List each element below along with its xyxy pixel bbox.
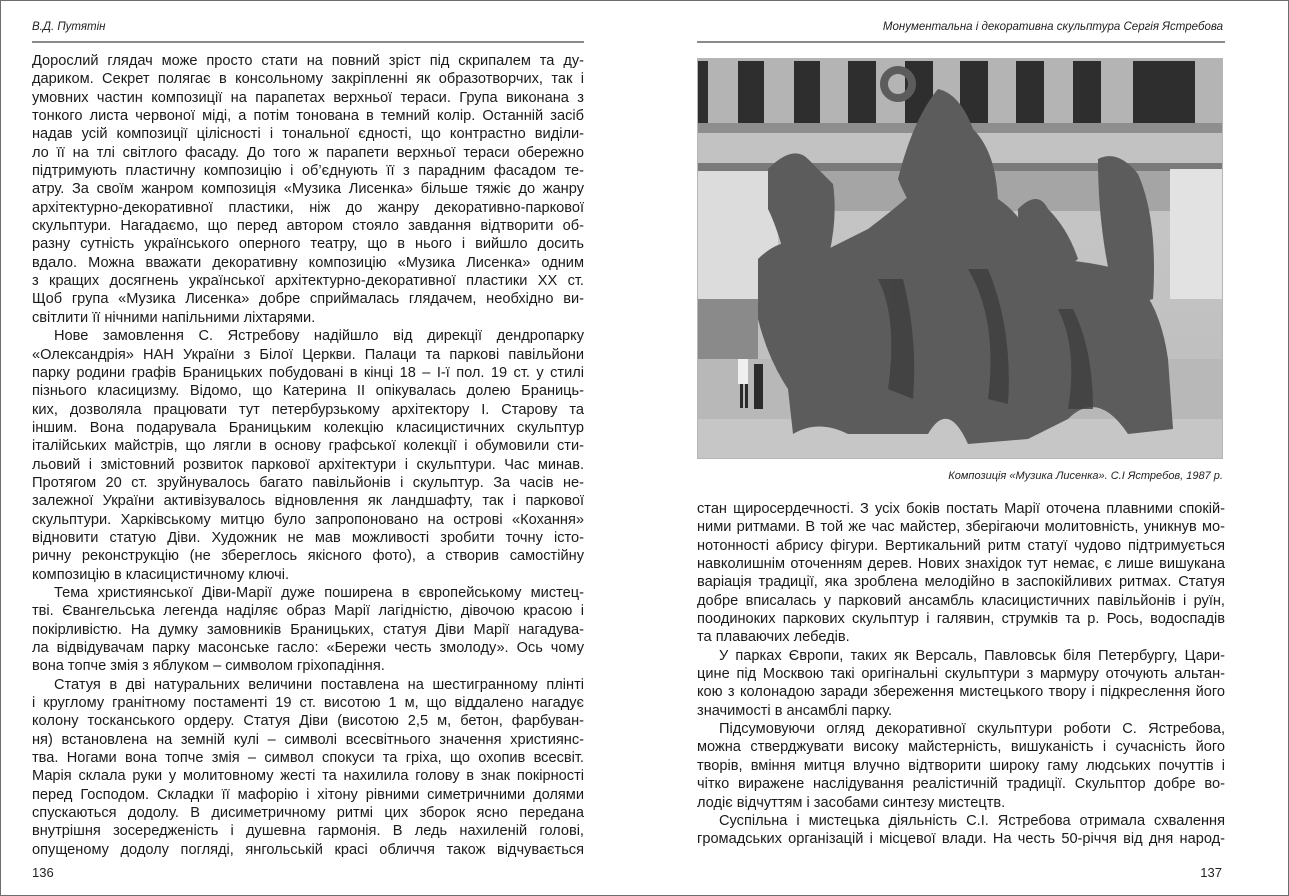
paragraph	[697, 500, 1225, 647]
sculpture-photo	[697, 58, 1223, 459]
paragraph	[32, 52, 584, 327]
text-line: вдало. Можна вважати декоративну композицію «Музика Лисенка» одним	[32, 254, 584, 271]
text-line: Протягом 20 ст. зруйнувалось багато павільйонів і скульптур. За часів не-	[32, 474, 584, 491]
text-line: лодіє відчуттям і засобами синтезу мистецтв.	[697, 794, 1006, 811]
text-line: італійських майстрів, що лягли в основу графської колекції і обумовили сти-	[32, 438, 584, 455]
running-head-title: Монументальна і декоративна скульптура Сергія Ястребова	[882, 21, 1223, 33]
text-line: тва. Ногами вона топче змія – символ спокуси та гріха, що охопив всесвіт.	[32, 750, 584, 767]
text-line: ричну реконструкцію (не збереглось якісного фото), а створив самостійну	[32, 548, 584, 565]
text-line: ня) встановлена на земній кулі – символі всесвітнього значення християнс-	[32, 731, 584, 748]
paragraph	[697, 812, 1225, 849]
text-line: стан щиросердечності. З усіх боків постать Марії оточена плавними спокій-	[697, 501, 1225, 517]
text-line: з кращих досягнень української архітектурно-декоративної пластики XX ст.	[32, 273, 584, 290]
text-line: ла відвідувачам парку масонське гасло: «Бережи честь змолоду». Ось чому	[32, 640, 584, 656]
text-line: значимості в ансамблі парку.	[697, 702, 893, 719]
text-line: вона топче змія з яблуком – символом гріхопадіння.	[32, 658, 385, 675]
text-line: нотонності абрису фігури. Вертикальний ритм статуї чудово підтримується	[697, 537, 1225, 554]
text-line: Дорослий глядач може просто стати на повний зріст під скрипалем та ду-	[32, 53, 584, 69]
right-page-body	[697, 500, 1225, 849]
text-line: Суспільна і мистецька діяльність С.І. Ястребова отримала схвалення	[719, 812, 1225, 829]
text-line: поодиноких паркових скульптур і галявин, струмків та р. Рось, водоспадів	[697, 611, 1225, 628]
page-number-right: 137	[1200, 865, 1222, 880]
text-line: льовий і змістовний розвиток паркової архітектури і скульптури. Час минав.	[32, 456, 584, 473]
text-line: і круглому гранітному постаменті 19 ст. висотою 1 м, що віддалено нагадує	[32, 695, 584, 712]
text-line: підтримують пластичну композицію і об’єднують її з парадним фасадом те-	[32, 163, 584, 180]
text-line: надав усій композиції цілісності і тональної єдності, що контрастно виділи-	[32, 126, 584, 143]
text-line: ких, дозволяла працювати тут петербурзькому архітектору І. Старову та	[32, 401, 584, 418]
text-line: разну сутність українського оперного театру, що в нього і вийшло досить	[32, 236, 584, 253]
text-line: дариком. Секрет полягає в консольному закріпленні як образотворчих, так і	[32, 71, 584, 88]
header-rule-right	[697, 41, 1225, 43]
sculpture-photo-image	[698, 59, 1222, 458]
text-line: архітектурно-декоративної пластики, ніж до жанру декоративно-паркової	[32, 199, 584, 216]
page-number-left: 136	[32, 865, 54, 880]
text-line: кою з колонадою заради збереження мистецького твору і підкреслення його	[697, 684, 1225, 701]
text-line: покірливістю. На думку замовників Браницьких, статуя Діви Марії нагадува-	[32, 621, 584, 638]
text-line: чітко виражене наслідування реалістичній традиції. Скульптор добре во-	[697, 776, 1225, 793]
text-line: «Олександрія» НАН України з Білої Церкви. Палаци та паркові павільйони	[32, 346, 584, 363]
paragraph	[697, 647, 1225, 720]
left-page-body	[32, 52, 584, 859]
text-line: цине під Москвою такі оригінальні скульптури з мармуру оточують альтан-	[697, 666, 1225, 683]
text-line: залежної України активізувалось відновлення як ландшафту, так і паркової	[32, 493, 584, 510]
paragraph	[697, 720, 1225, 812]
text-line: Підсумовуючи огляд декоративної скульптури роботи С. Ястребова,	[719, 721, 1225, 738]
text-line: громадських організацій і місцевої влади. На честь 50-річчя від дня народ-	[697, 831, 1225, 848]
text-line: навколишнім оточенням дерев. Нових знахідок тут немає, є лише вишукана	[697, 556, 1225, 573]
text-line: пізнього класицизму. Відомо, що Катерина II опікувалась долею Браниць-	[32, 383, 584, 400]
text-line: Тема християнської Діви-Марії дуже поширена в європейському мистец-	[54, 584, 584, 601]
text-line: умовних частин композиції на парапетах верхньої тераси. Група виконана з	[32, 89, 584, 106]
text-line: опущеному додолу погляді, янгольській красі обличчя також відчувається	[32, 841, 584, 858]
text-line: перед Господом. Складки її мафорію і хітону рівними симетричними долями	[32, 786, 584, 803]
text-line: тві. Євангельська легенда наділяє образ Марії лагідністю, дівочою красою і	[32, 603, 584, 620]
text-line: колону тосканського ордеру. Статуя Діви (висотою 2,5 м, бетон, фарбуван-	[32, 713, 584, 730]
text-line: скульптури. Нагадаємо, що перед автором стояло завдання відтворити об-	[32, 218, 584, 235]
text-line: ними ритмами. В той же час майстер, зберігаючи молитовність, уникнув мо-	[697, 519, 1225, 536]
paragraph	[32, 327, 584, 584]
text-line: Щоб група «Музика Лисенка» добре сприймалась глядачем, необхідно ви-	[32, 291, 584, 308]
paragraph	[32, 584, 584, 676]
text-line: Нове замовлення С. Ястребову надійшло від дирекції дендропарку	[54, 328, 584, 345]
text-line: Статуя в дві натуральних величини поставлена на шестигранному плінті	[54, 676, 584, 693]
running-head-author: В.Д. Путятін	[32, 21, 106, 33]
text-line: можна стверджувати високу майстерність, вишуканість і сучасність його	[697, 739, 1225, 756]
text-line: атру. За своїм жанром композиція «Музика Лисенка» більше тяжіє до жанру	[32, 181, 584, 198]
text-line: добре вписалась у парковий ансамбль класицистичних павільйонів і руїн,	[697, 592, 1225, 609]
text-line: творів, вміння митця влучно відтворити широку гаму людських почуттів і	[697, 757, 1225, 774]
text-line: Марія склала руки у молитовному жесті та нахилила голову в знак покірності	[32, 768, 584, 785]
text-line: внутрішня зосередженість і душевна гармонія. В ледь нахиленій голові,	[32, 823, 584, 840]
text-line: варіація традиції, яка зроблена мелодійно в заспокійливих ритмах. Статуя	[697, 574, 1225, 591]
text-line: іншим. Вона подарувала Браницьким колекцію класицистичних скульптур	[32, 419, 584, 436]
text-line: У парках Європи, таких як Версаль, Павловськ біля Петербургу, Цари-	[719, 647, 1225, 664]
paragraph	[32, 676, 584, 859]
text-line: спускаються додолу. В дисиметричному ритмі цих зборок ясно передана	[32, 805, 584, 822]
text-line: ло її на тлі світлого фасаду. До того ж парапети верхньої тераси обережно	[32, 144, 584, 161]
text-line: світлити її нічними напільними ліхтарями.	[32, 309, 316, 326]
text-line: тонкого листа червоної міді, а потім тонована в темний колір. Останній засіб	[32, 108, 584, 125]
text-line: скульптури. Харківському митцю було запропоновано на острові «Кохання»	[32, 511, 584, 528]
header-rule-left	[32, 41, 584, 43]
text-line: та плаваючих лебедів.	[697, 629, 850, 646]
text-line: парку родини графів Браницьких побудовані в кінці 18 – І-ї пол. 19 ст. у стилі	[32, 364, 584, 381]
text-line: відновити статую Діви. Художник не мав можливості зробити точну істо-	[32, 529, 584, 546]
text-line: композицію в класицистичному ключі.	[32, 566, 289, 583]
figure-caption: Композиція «Музика Лисенка». С.І Ястребов, 1987 р.	[948, 470, 1223, 482]
